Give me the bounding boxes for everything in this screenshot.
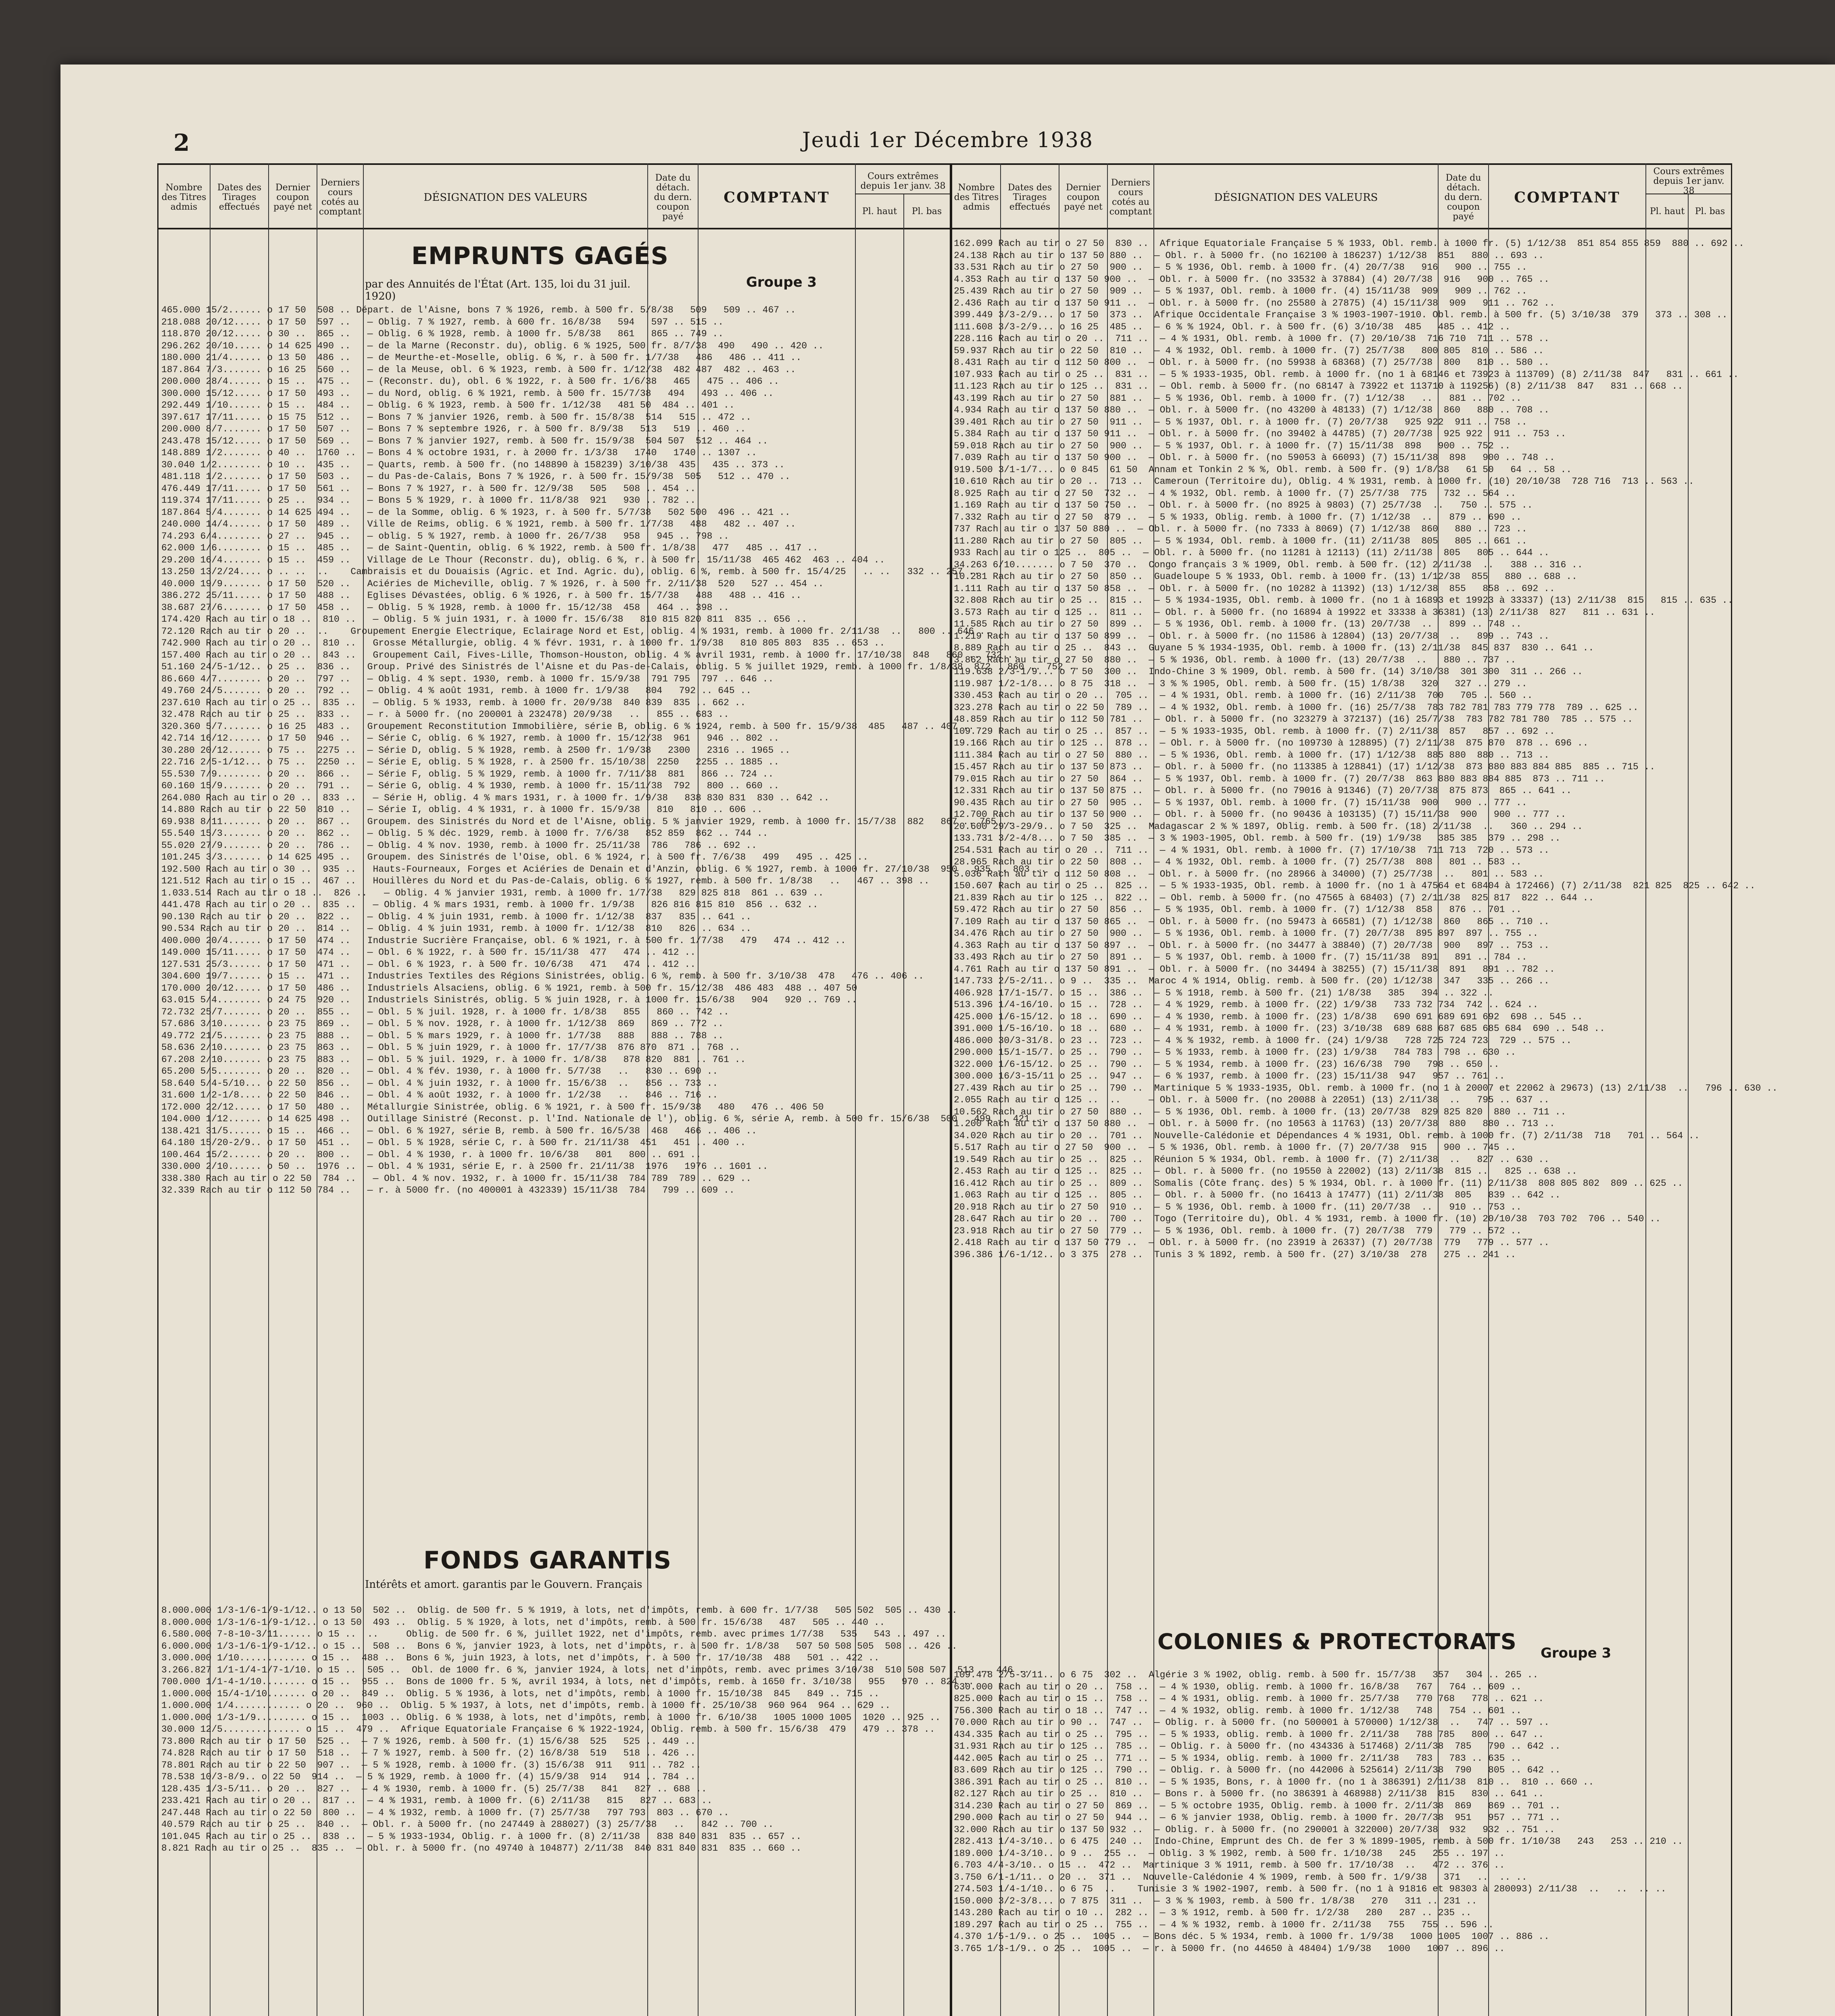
- listing-row: 300.000 16/3-15/11 o 25 .. 947 .. — 6 % 1937, remb. à 1000 fr. (23) 15/11/38 947 957 .. 761 ..: [954, 1071, 1505, 1081]
- listing-row: 127.531 25/3...... o 17 50 471 .. — Obl. 6 % 1923, r. à 500 fr. 10/6/38 471 474 .. 412 ..: [161, 959, 696, 970]
- listing-row: 33.493 Rach au tir o 27 50 891 .. — 5 % 1937, Obl. remb. à 1000 fr. (7) 15/11/38 891 891 .. 784 ..: [954, 952, 1527, 962]
- listing-row: 218.088 20/12..... o 17 50 597 .. — Oblig. 7 % 1927, remb. à 600 fr. 16/8/38 594 597 .. 515 ..: [161, 317, 724, 327]
- col-nombre-left: Nombre des Titres admis: [161, 183, 206, 212]
- listing-row: 486.000 30/3-31/8. o 23 .. 723 .. — 4 % % 1932, remb. à 1000 fr. (24) 1/9/38 728 725 724 723 729 .. 575 ..: [954, 1035, 1572, 1046]
- listing-row: 111.384 Rach au tir o 27 50 880 .. — 5 % 1936, Obl. remb. à 1000 fr. (17) 1/12/38 885 880 880 .. 713 ..: [954, 750, 1549, 760]
- col-bas-left: Pl. bas: [911, 206, 942, 217]
- listing-row: 314.230 Rach au tir o 27 50 869 .. — 5 % octobre 1935, Oblig. remb. à 1000 fr. 2/11/38 869 869 .. 701 ..: [954, 1800, 1561, 1811]
- col-extremes-left: Cours extrêmes depuis 1er janv. 38: [860, 171, 946, 191]
- listing-row: 1.169 Rach au tir o 137 50 750 .. — Obl. r. à 5000 fr. (no 8925 à 9803) (7) 25/7/38 .. 750 .. 575 ..: [954, 500, 1533, 510]
- listing-row: 3.765 1/3-1/9.. o 25 .. 1005 .. — r. à 5000 fr. (no 44650 à 48404) 1/9/38 1000 1007 .. 896 ..: [954, 1943, 1505, 1954]
- listing-row: 90.534 Rach au tir o 20 .. 814 .. — Oblig. 4 % juin 1931, remb. à 1000 fr. 1/12/38 810 826 .. 634 ..: [161, 923, 752, 934]
- listing-row: 4.363 Rach au tir o 137 50 897 .. — Obl. r. à 5000 fr. (no 34477 à 38840) (7) 20/7/38 900 897 .. 753 ..: [954, 940, 1549, 951]
- listing-row: 2.055 Rach au tir o 125 .. .. — Obl. r. à 5000 fr. (no 20088 à 22051) (13) 2/11/38 .. 795 .. 637 ..: [954, 1095, 1549, 1105]
- listing-row: 4.370 1/5-1/9.. o 25 .. 1005 .. — Bons déc. 5 % 1934, remb. à 1000 fr. 1/9/38 1000 1005 1007 .. 886 ..: [954, 1931, 1549, 1942]
- page-date: Jeudi 1er Décembre 1938: [802, 128, 1094, 152]
- col-detach-right: Date du détach. du dern. coupon payé: [1444, 173, 1483, 222]
- listing-row: 107.933 Rach au tir o 25 .. 831 .. — 5 % 1933-1935, Obl. remb. à 1000 fr. (no 1 à 68146 et 73923 à 113709) (8) 2/11/38 847 831 .. 661 ..: [954, 369, 1739, 380]
- listing-row: 128.435 1/3-5/11.. o 20 .. 827 .. — 4 % 1930, remb. à 1000 fr. (5) 25/7/38 841 827 .. 688 ..: [161, 1783, 707, 1794]
- listing-row: 2.436 Rach au tir o 137 50 911 .. — Obl. r. à 5000 fr. (no 25580 à 27875) (4) 15/11/38 909 911 .. 762 ..: [954, 298, 1555, 308]
- col-detach-left: Date du détach. du dern. coupon payé: [654, 173, 692, 222]
- listing-row: 7.039 Rach au tir o 137 50 900 .. — Obl. r. à 5000 fr. (no 59053 à 66093) (7) 15/11/38 898 900 .. 748 ..: [954, 452, 1555, 463]
- listing-row: 78.801 Rach au tir o 22 50 907 .. — 5 % 1928, remb. à 1000 fr. (3) 15/6/38 911 911 .. 782 ..: [161, 1760, 701, 1770]
- listing-row: 34.476 Rach au tir o 27 50 900 .. — 5 % 1936, Obl. remb. à 1000 fr. (7) 20/7/38 895 897 897 .. 755 ..: [954, 928, 1539, 939]
- listing-row: 391.000 1/5-16/10. o 18 .. 680 .. — 4 % 1931, remb. à 1000 fr. (23) 3/10/38 689 688 687 685 685 684 690 .. 548 ..: [954, 1023, 1605, 1034]
- listing-row: 27.439 Rach au tir o 25 .. 790 .. Martinique 5 % 1933-1935, Obl. remb. à 1000 fr. (no 1 à 20007 et 22062 à 29673) (13) 2/11/38 .. 796 .. 630 ..: [954, 1083, 1778, 1093]
- listing-row: 64.180 15/20-2/9.. o 17 50 451 .. — Obl. 5 % 1928, série C, r. à 500 fr. 21/11/38 451 451 .. 400 ..: [161, 1137, 746, 1148]
- listing-row: 150.607 Rach au tir o 25 .. 825 .. — 5 % 1933-1935, Obl. remb. à 1000 fr. (no 1 à 47564 et 68404 à 172466) (7) 2/11/38 821 825 825 .. 642 ..: [954, 881, 1756, 891]
- listing-row: 20.918 Rach au tir o 27 50 910 .. — 5 % 1936, Obl. remb. à 1000 fr. (11) 20/7/38 .. 910 .. 753 ..: [954, 1202, 1522, 1212]
- listing-row: 148.889 1/2....... o 40 .. 1760 .. — Bons 4 % octobre 1931, r. à 2000 fr. 1/3/38 1740 1740 .. 1307 ..: [161, 448, 757, 458]
- listing-row: 237.610 Rach au tir o 25 .. 835 .. — Oblig. 5 % 1933, remb. à 1000 fr. 20/9/38 840 839 835 .. 662 ..: [161, 697, 746, 708]
- listing-row: 933 Rach au tir o 125 .. 805 .. — Obl. r. à 5000 fr. (no 11281 à 12113) (11) 2/11/38 805 805 .. 644 ..: [954, 548, 1549, 558]
- listing-row: 737 Rach au tir o 137 50 880 .. — Obl. r. à 5000 fr. (no 7333 à 8069) (7) 1/12/38 860 880 .. 723 ..: [954, 524, 1527, 534]
- listing-row: 338.380 Rach au tir o 22 50 784 .. — Obl. 4 % nov. 1932, r. à 1000 fr. 15/11/38 784 789 789 .. 629 ..: [161, 1173, 752, 1184]
- listing-row: 919.500 3/1-1/7... o 0 845 61 50 Annam et Tonkin 2 % %, Obl. remb. à 500 fr. (9) 1/8/38 61 50 64 .. 58 ..: [954, 464, 1572, 475]
- listing-row: 104.000 1/12...... o 14 625 498 .. Outillage Sinistré (Reconst. p. l'Ind. Nationale de l'), oblig. 6 %, série A, remb. à 500 fr. 15/6/38 500 499 .. 421 ..: [161, 1114, 1047, 1124]
- listing-row: 6.580.000 7-8-10-3/11...... o 15 .. .. Oblig. de 500 fr. 6 %, juillet 1922, net d'impôts, remb. avec primes 1/7/38 535 543 .. 497 ..: [161, 1629, 947, 1639]
- listing-row: 118.870 20/12..... o 30 .. 865 .. — Oblig. 6 % 1928, remb. à 1000 fr. 5/8/38 861 865 .. 749 ..: [161, 329, 724, 339]
- listing-row: 12.700 Rach au tir o 137 50 900 .. — Obl. r. à 5000 fr. (no 90436 à 103135) (7) 15/11/38 900 900 .. 777 ..: [954, 809, 1566, 820]
- listing-row: 43.199 Rach au tir o 27 50 881 .. — 5 % 1936, Obl. remb. à 1000 fr. (7) 1/12/38 .. 881 .. 702 ..: [954, 393, 1522, 404]
- listing-row: 189.297 Rach au tir o 25 .. 755 .. — 4 % % 1932, remb. à 1000 fr. 2/11/38 755 755 .. 596 ..: [954, 1919, 1494, 1930]
- listing-row: 406.928 17/1-15/7. o 15 .. 386 .. — 5 % 1918, remb. à 500 fr. (21) 1/8/38 385 394 .. 322 ..: [954, 987, 1494, 998]
- listing-row: 8.925 Rach au tir o 27 50 732 .. — 4 % 1932, Obl. remb. à 1000 fr. (7) 25/7/38 775 732 .. 564 ..: [954, 488, 1516, 499]
- listing-row: 109.478 2/5-3/11.. o 6 75 302 .. Algérie 3 % 1902, oblig. remb. à 500 fr. 15/7/38 357 304 .. 265 ..: [954, 1670, 1539, 1680]
- listing-row: 425.000 1/6-15/12. o 18 .. 690 .. — 4 % 1930, remb. à 1000 fr. (23) 1/8/38 690 691 689 691 692 698 .. 545 ..: [954, 1011, 1583, 1022]
- listing-row: 57.686 3/10....... o 23 75 869 .. — Obl. 5 % nov. 1928, r. à 1000 fr. 1/12/38 869 869 .. 772 ..: [161, 1018, 724, 1029]
- listing-row: 304.600 19/7...... o 15 .. 471 .. Industries Textiles des Régions Sinistrées, oblig. 6 %, remb. à 500 fr. 3/10/38 478 476 .. 406 ..: [161, 971, 924, 981]
- listing-row: 465.000 15/2...... o 17 50 508 .. Départ. de l'Aisne, bons 7 % 1926, remb. à 500 fr. 5/8/38 509 509 .. 467 ..: [161, 305, 796, 315]
- listing-row: 434.335 Rach au tir o 25 .. 795 .. — 5 % 1933, oblig. remb. à 1000 fr. 2/11/38 788 785 800 .. 647 ..: [954, 1729, 1544, 1740]
- listing-row: 170.000 20/12..... o 17 50 486 .. Industriels Alsaciens, oblig. 6 % 1921, remb. à 500 fr. 15/12/38 486 483 488 .. 407 50: [161, 983, 857, 993]
- listing-row: 254.531 Rach au tir o 20 .. 711 .. — 4 % 1931, Obl. remb. à 1000 fr. (7) 17/10/38 711 713 720 .. 573 ..: [954, 845, 1549, 856]
- listing-row: 441.478 Rach au tir o 20 .. 835 .. — Oblig. 4 % mars 1931, remb. à 1000 fr. 1/9/38 826 816 815 810 856 .. 632 ..: [161, 900, 818, 910]
- listing-row: 7.109 Rach au tir o 137 50 865 .. — Obl. r. à 5000 fr. (no 59473 à 66581) (7) 1/12/38 860 865 .. 710 ..: [954, 916, 1549, 927]
- listing-row: 11.123 Rach au tir o 125 .. 831 .. — Obl. remb. à 5000 fr. (no 68147 à 73922 et 113710 à 119256) (8) 2/11/38 847 831 .. 668 ..: [954, 381, 1683, 392]
- listing-row: 2.418 Rach au tir o 137 50 779 .. — Obl. r. à 5000 fr. (no 23919 à 26337) (7) 20/7/38 779 779 .. 577 ..: [954, 1237, 1549, 1248]
- listing-row: 40.579 Rach au tir o 25 .. 840 .. — Obl. r. à 5000 fr. (no 247449 à 288027) (3) 25/7/38 .. 842 .. 700 ..: [161, 1819, 774, 1830]
- listing-row: 300.000 15/12..... o 17 50 493 .. — du Nord, oblig. 6 % 1921, remb. à 500 fr. 15/7/38 494 493 .. 406 ..: [161, 388, 774, 399]
- listing-row: 630.000 Rach au tir o 20 .. 758 .. — 4 % 1930, oblig. remb. à 1000 fr. 16/8/38 767 764 .. 609 ..: [954, 1681, 1522, 1692]
- listing-row: 72.732 25/7....... o 20 .. 855 .. — Obl. 5 % juil. 1928, r. à 1000 fr. 1/8/38 855 860 .. 742 ..: [161, 1006, 729, 1017]
- col-comptant-left: COMPTANT: [724, 189, 830, 206]
- listing-row: 30.000 12/5.............. o 15 .. 479 .. Afrique Equatoriale Française 6 % 1922-1924, Oblig. remb. à 500 fr. 15/6/38 479 479 .. 378 ..: [161, 1724, 935, 1735]
- listing-row: 330.000 2/10...... o 50 .. 1976 .. — Obl. 4 % 1931, série E, r. à 2500 fr. 21/11/38 1976 1976 .. 1601 ..: [161, 1161, 768, 1172]
- listing-row: 15.457 Rach au tir o 137 50 873 .. — Obl. r. à 5000 fr. (no 113385 à 128841) (17) 1/12/38 873 880 883 884 885 885 .. 715 ..: [954, 762, 1656, 772]
- groupe-3-right: Groupe 3: [1541, 1645, 1612, 1661]
- listing-row: 1.063 Rach au tir o 125 .. 805 .. — Obl. r. à 5000 fr. (no 16413 à 17477) (11) 2/11/38 805 839 .. 642 ..: [954, 1190, 1561, 1200]
- listing-row: 31.600 1/2-1/8.... o 22 50 846 .. — Obl. 4 % août 1932, r. à 1000 fr. 1/2/38 .. 846 .. 716 ..: [161, 1090, 718, 1100]
- col-cours-right: Derniers cours cotés au comptant: [1109, 178, 1152, 217]
- col-nombre-right: Nombre des Titres admis: [954, 183, 999, 212]
- listing-row: 82.127 Rach au tir o 25 .. 810 .. — Bons r. à 5000 fr. (no 386391 à 468988) 2/11/38 815 830 .. 641 ..: [954, 1789, 1544, 1799]
- listing-row: 30.280 20/12...... o 75 .. 2275 .. — Série D, oblig. 5 % 1928, remb. à 2500 fr. 1/9/38 2300 2316 .. 1965 ..: [161, 745, 790, 756]
- listing-row: 3.000.000 1/10............ o 15 .. 488 .. Bons 6 %, juin 1923, à lots, net d'impôts, r. à 500 fr. 17/10/38 488 501 .. 422 ..: [161, 1653, 880, 1663]
- listing-row: 32.478 Rach au tir o 25 .. 833 .. — r. à 5000 fr. (no 200001 à 232478) 20/9/38 .. 855 .. 683 ..: [161, 709, 729, 720]
- listing-row: 200.000 28/4...... o 15 .. 475 .. — (Reconstr. du), obl. 6 % 1922, r. à 500 fr. 1/6/38 465 475 .. 406 ..: [161, 376, 780, 387]
- listing-row: 192.500 Rach au tir o 30 .. 935 .. Hauts-Fourneaux, Forges et Aciéries de Denain et d'Anzin, oblig. 6 % 1927, remb. à 1000 fr. 27/10/38 950 935 .. 803 ..: [161, 864, 1047, 875]
- listing-row: 825.000 Rach au tir o 15 .. 758 .. — 4 % 1931, oblig. remb. à 1000 fr. 25/7/38 770 768 778 .. 621 ..: [954, 1693, 1544, 1704]
- listing-row: 157.400 Rach au tir o 20 .. 843 .. Groupement Cail, Fives-Lille, Thomson-Houston, oblig. 4 % avril 1931, remb. à 1000 fr. 17/10/38 848 860 .. 732 ..: [161, 650, 1019, 660]
- top-rule: [157, 163, 1732, 165]
- listing-row: 62.000 1/6........ o 15 .. 485 .. — de Saint-Quentin, oblig. 6 % 1922, remb. à 500 fr. 1/8/38 477 485 .. 417 ..: [161, 543, 818, 553]
- listing-row: 6.703 4/4-3/10.. o 15 .. 472 .. Martinique 3 % 1911, remb. à 500 fr. 17/10/38 .. 472 .. 376 ..: [954, 1860, 1505, 1870]
- listing-row: 187.864 7/3....... o 16 25 560 .. — de la Meuse, obl. 6 % 1923, remb. à 500 fr. 1/12/38 482 487 482 .. 463 ..: [161, 364, 796, 375]
- listing-row: 34.263 6/10....... o 7 50 370 .. Congo français 3 % 1909, Obl. remb. à 500 fr. (12) 2/11/38 .. 388 .. 316 ..: [954, 559, 1583, 570]
- listing-row: 742.900 Rach au tir o 20 .. 810 .. Grosse Métallurgie, oblig. 4 % févr. 1931, r. à 1000 fr. 1/9/38 810 805 803 835 .. 653 ..: [161, 638, 885, 648]
- listing-row: 11.280 Rach au tir o 27 50 805 .. — 5 % 1934, Obl. remb. à 1000 fr. (11) 2/11/38 805 805 .. 661 ..: [954, 535, 1527, 546]
- listing-row: 49.772 21/5....... o 23 75 888 .. — Obl. 5 % mars 1929, r. à 1000 fr. 1/7/38 888 888 .. 788 ..: [161, 1030, 724, 1041]
- listing-row: 58.640 5/4-5/10... o 22 50 856 .. — Obl. 4 % juin 1932, r. à 1000 fr. 15/6/38 .. 856 .. 733 ..: [161, 1078, 718, 1089]
- listing-row: 101.245 3/3....... o 14 625 495 .. Groupem. des Sinistrés de l'Oise, obl. 6 % 1924, r. à 500 fr. 7/6/38 499 495 .. 425 ..: [161, 852, 868, 862]
- listing-row: 21.839 Rach au tir o 125 .. 822 .. — Obl. remb. à 5000 fr. (no 47565 à 68403) (7) 2/11/38 825 817 822 .. 644 ..: [954, 892, 1594, 903]
- listing-row: 1.000.000 1/4............ o 20 .. 960 .. Oblig. 5 % 1937, à lots, net d'impôts, remb. à 1000 fr. 25/10/38 960 964 964 .. 629 ..: [161, 1700, 891, 1711]
- listing-row: 78.538 10/3-8/9.. o 22 50 914 .. — 5 % 1929, remb. à 1000 fr. (4) 15/9/38 914 914 .. 784 ..: [161, 1772, 696, 1782]
- section-fonds-garantis: FONDS GARANTIS: [423, 1546, 672, 1574]
- listing-row: 79.015 Rach au tir o 27 50 864 .. — 5 % 1937, Obl. remb. à 1000 fr. (7) 20/7/38 863 880 883 884 885 873 .. 711 ..: [954, 773, 1605, 784]
- listing-row: 8.000.000 1/3-1/6-1/9-1/12.. o 13 50 502 .. Oblig. de 500 fr. 5 % 1919, à lots, net d'impôts, remb. à 600 fr. 1/7/38 505 502 505 .. 430 ..: [161, 1605, 957, 1616]
- listing-row: 13.250 13/2/24.... o .. .. .. Cambraisis et du Douaisis (Agric. et Ind. Agric. du), oblig. 6 %, remb. à 500 fr. 15/4/25 .. .. 332 .. 257 ..: [161, 566, 980, 577]
- listing-row: 119.638 2/3-1/9... o 7 50 300 .. Indo-Chine 3 % 1909, Obl. remb. à 500 fr. (14) 3/10/38 301 300 311 .. 266 ..: [954, 666, 1583, 677]
- listing-row: 264.080 Rach au tir o 20 .. 833 .. — Série H, oblig. 4 % mars 1931, r. à 1000 fr. 1/9/38 838 830 831 830 .. 642 ..: [161, 792, 830, 803]
- listing-row: 8.821 Rach au tir o 25 .. 835 .. — Obl. r. à 5000 fr. (no 49740 à 104877) 2/11/38 840 831 840 831 835 .. 660 ..: [161, 1843, 802, 1854]
- listing-row: 3.862 Rach au tir o 27 50 880 .. — 5 % 1936, Obl. remb. à 1000 fr. (13) 20/7/38 .. 880 .. 737 ..: [954, 654, 1516, 665]
- listing-row: 90.435 Rach au tir o 27 50 905 .. — 5 % 1937, Obl. remb. à 1000 fr. (7) 15/11/38 900 900 .. 777 ..: [954, 797, 1527, 808]
- listing-row: 11.585 Rach au tir o 27 50 899 .. — 5 % 1936, Obl. remb. à 1000 fr. (13) 20/7/38 .. 899 .. 748 ..: [954, 619, 1522, 629]
- listing-row: 8.431 Rach au tir o 112 50 800 .. — Obl. r. à 5000 fr. (no 59938 à 68368) (7) 25/7/38 800 810 .. 580 ..: [954, 357, 1549, 368]
- listing-row: 442.005 Rach au tir o 25 .. 771 .. — 5 % 1934, oblig. remb. à 1000 fr. 2/11/38 783 783 .. 635 ..: [954, 1753, 1522, 1764]
- listing-row: 12.331 Rach au tir o 137 50 875 .. — Obl. r. à 5000 fr. (no 79016 à 91346) (7) 20/7/38 875 873 865 .. 641 ..: [954, 785, 1572, 796]
- listing-row: 1.111 Rach au tir o 137 50 858 .. — Obl. r. à 5000 fr. (no 10282 à 11392) (13) 1/12/38 855 858 .. 692 ..: [954, 583, 1555, 594]
- listing-row: 6.000.000 1/3-1/6-1/9-1/12.. o 15 .. 508 .. Bons 6 %, janvier 1923, à lots, net d'impôts, r. à 500 fr. 1/8/38 507 50 508 505 508 .. 426 ..: [161, 1641, 957, 1652]
- listing-row: 55.540 15/3....... o 20 .. 862 .. — Oblig. 5 % déc. 1929, remb. à 1000 fr. 7/6/38 852 859 862 .. 744 ..: [161, 828, 768, 839]
- right-listing-colonies: [954, 1669, 1728, 2016]
- section-emprunts-gages: EMPRUNTS GAGÉS: [411, 242, 669, 270]
- listing-row: 86.660 4/7........ o 20 .. 797 .. — Oblig. 4 % sept. 1930, remb. à 1000 fr. 15/9/38 791 795 797 .. 646 ..: [161, 673, 774, 684]
- listing-row: 290.000 Rach au tir o 27 50 944 .. — 6 % janvier 1938, Oblig. remb. à 1000 fr. 20/7/38 951 957 .. 771 ..: [954, 1812, 1561, 1823]
- listing-row: 162.099 Rach au tir o 27 50 830 .. Afrique Equatoriale Française 5 % 1933, Obl. remb. à 1000 fr. (5) 1/12/38 851 854 855 859 880 .. 692 ..: [954, 238, 1744, 249]
- listing-row: 1.219 Rach au tir o 137 50 899 .. — Obl. r. à 5000 fr. (no 11586 à 12804) (13) 20/7/38 .. 899 .. 743 ..: [954, 631, 1549, 641]
- listing-row: 28.965 Rach au tir o 22 50 808 .. — 4 % 1932, Obl. remb. à 1000 fr. (7) 25/7/38 808 801 .. 583 ..: [954, 857, 1522, 867]
- listing-row: 69.938 8/11....... o 20 .. 867 .. Groupem. des Sinistrés du Nord et de l'Aisne, oblig. 5 % janvier 1929, remb. à 1000 fr. 15/7/38 882 867 .. 765 ..: [161, 816, 1013, 827]
- listing-row: 756.300 Rach au tir o 18 .. 747 .. — 4 % 1932, oblig. remb. à 1000 fr. 1/12/38 748 754 .. 601 ..: [954, 1705, 1522, 1716]
- right-listing: [954, 238, 1778, 1621]
- listing-row: 3.750 6/1-1/11.. o 20 .. 371 .. Nouvelle-Calédonie 4 % 1909, remb. à 500 fr. 1/9/38 371 .. .. ..: [954, 1872, 1527, 1883]
- listing-row: 5.517 Rach au tir o 27 50 900 .. — 5 % 1936, Obl. remb. à 1000 fr. (7) 20/7/38 915 900 .. 745 ..: [954, 1142, 1516, 1153]
- listing-row: 73.800 Rach au tir o 17 50 525 .. — 7 % 1926, remb. à 500 fr. (1) 15/6/38 525 525 .. 449 ..: [161, 1736, 696, 1747]
- listing-row: 23.918 Rach au tir o 27 50 779 .. — 5 % 1936, Obl. remb. à 1000 fr. (7) 20/7/38 779 779 .. 572 ..: [954, 1225, 1522, 1236]
- listing-row: 147.733 2/5-2/11.. o 9 .. 335 .. Maroc 4 % 1914, Oblig. remb. à 500 fr. (20) 1/12/38 347 335 .. 266 ..: [954, 976, 1549, 986]
- listing-row: 58.636 2/10....... o 23 75 863 .. — Obl. 5 % juin 1929, r. à 1000 fr. 17/7/38 876 870 871 .. 768 ..: [161, 1042, 740, 1053]
- col-bas-right: Pl. bas: [1695, 206, 1725, 217]
- listing-row: 65.200 5/5........ o 20 .. 820 .. — Obl. 4 % fév. 1930, r. à 1000 fr. 5/7/38 .. 830 .. 690 ..: [161, 1066, 718, 1077]
- listing-row: 282.413 1/4-3/10.. o 6 475 240 .. Indo-Chine, Emprunt des Ch. de fer 3 % 1899-1905, remb. à 500 fr. 1/10/38 243 253 .. 210 ..: [954, 1836, 1683, 1847]
- listing-row: 29.200 16/4....... o 15 .. 459 .. Village de Le Thour (Reconstr. du), oblig. 6 %, r. à 500 fr. 15/11/38 465 462 463 .. 404 ..: [161, 554, 885, 565]
- listing-row: 386.391 Rach au tir o 25 .. 810 .. — 5 % 1935, Bons, r. à 1000 fr. (no 1 à 386391) 2/11/38 810 .. 810 .. 660 ..: [954, 1776, 1594, 1787]
- listing-row: 481.118 1/2....... o 17 50 503 .. — du Pas-de-Calais, Bons 7 % 1926, r. à 500 fr. 15/9/38 505 512 .. 470 ..: [161, 471, 790, 482]
- listing-row: 30.040 1/2........ o 10 .. 435 .. — Quarts, remb. à 500 fr. (no 148890 à 158239) 3/10/38 435 435 .. 373 ..: [161, 459, 785, 470]
- col-designation-right: DÉSIGNATION DES VALEURS: [1214, 192, 1378, 204]
- listing-row: 60.160 15/9....... o 20 .. 791 .. — Série G, oblig. 4 % 1930, remb. à 1000 fr. 15/11/38 792 800 .. 660 ..: [161, 781, 780, 791]
- listing-row: 20.600 29/3-29/9.. o 7 50 325 .. Madagascar 2 % % 1897, Oblig. remb. à 500 fr. (18) 2/11/38 .. 360 .. 294 ..: [954, 821, 1583, 832]
- listing-row: 51.160 24/5-1/12.. o 25 .. 836 .. Group. Privé des Sinistrés de l'Aisne et du Pas-de-Calais, oblig. 5 % juillet 1929, remb. à 1000 fr. 1/8/38 872 860 .. 752 ..: [161, 662, 1080, 672]
- listing-row: 396.386 1/6-1/12.. o 3 375 278 .. Tunis 3 % 1892, remb. à 500 fr. (27) 3/10/38 278 275 .. 241 ..: [954, 1249, 1516, 1260]
- listing-row: 10.562 Rach au tir o 27 50 880 .. — 5 % 1936, Obl. remb. à 1000 fr. (13) 20/7/38 829 825 820 880 .. 711 ..: [954, 1106, 1566, 1117]
- listing-row: 25.439 Rach au tir o 27 50 909 .. — 5 % 1937, Obl. remb. à 1000 fr. (4) 15/11/38 909 909 .. 762 ..: [954, 286, 1527, 296]
- listing-row: 10.610 Rach au tir o 20 .. 713 .. Cameroun (Territoire du), Oblig. 4 % 1931, remb. à 1000 fr. (10) 20/10/38 728 716 713 .. 563 ..: [954, 476, 1694, 487]
- col-extremes-right: Cours extrêmes depuis 1er janv. 38: [1653, 167, 1724, 196]
- col-dates-right: Dates des Tirages effectués: [1007, 183, 1052, 212]
- header-rule: [157, 228, 1732, 229]
- listing-row: 72.120 Rach au tir o 20 .. .. Groupement Energie Electrique, Eclairage Nord et Est, oblig. 4 % 1931, remb. à 1000 fr. 2/11/38 .. 800 .. 646 ..: [161, 626, 991, 637]
- listing-row: 513.396 1/4-16/10. o 15 .. 728 .. — 4 % 1929, remb. à 1000 fr. (22) 1/9/38 733 732 734 742 .. 624 ..: [954, 1000, 1539, 1010]
- listing-row: 121.512 Rach au tir o 15 .. 467 .. Houillères du Nord et du Pas-de-Calais, oblig. 6 % 1927, remb. à 500 fr. 1/8/38 .. 467 .. 398 ..: [161, 876, 930, 886]
- listing-row: 397.617 17/11..... o 15 75 512 .. — Bons 7 % janvier 1926, remb. à 500 fr. 15/8/38 514 515 .. 472 ..: [161, 412, 752, 423]
- listing-row: 247.448 Rach au tir o 22 50 800 .. — 4 % 1932, remb. à 1000 fr. (7) 25/7/38 797 793 803 .. 670 ..: [161, 1807, 729, 1818]
- listing-row: 172.000 22/12..... o 17 50 480 .. Métallurgie Sinistrée, oblig. 6 % 1921, r. à 500 fr. 15/9/38 480 476 .. 406 50: [161, 1102, 824, 1112]
- listing-row: 48.859 Rach au tir o 112 50 781 .. — Obl. r. à 5000 fr. (no 323279 à 372137) (16) 25/7/38 783 782 781 780 785 .. 575 ..: [954, 714, 1633, 725]
- listing-row: 174.420 Rach au tir o 18 .. 810 .. — Oblig. 5 % juin 1931, r. à 1000 fr. 15/6/38 810 815 820 811 835 .. 656 ..: [161, 614, 807, 625]
- left-frame: [157, 163, 158, 2016]
- listing-row: 90.130 Rach au tir o 20 .. 822 .. — Oblig. 4 % juin 1931, remb. à 1000 fr. 1/12/38 837 835 .. 641 ..: [161, 911, 752, 922]
- listing-row: 228.116 Rach au tir o 20 .. 711 .. — 4 % 1931, Obl. remb. à 1000 fr. (7) 20/10/38 716 710 711 .. 578 ..: [954, 333, 1549, 344]
- listing-row: 150.000 3/2-3/8... o 7 875 311 .. — 3 % % 1903, remb. à 500 fr. 1/8/38 270 311 .. 231 ..: [954, 1895, 1477, 1906]
- listing-row: 19.549 Rach au tir o 25 .. 825 .. Réunion 5 % 1934, Obl. remb. à 1000 fr. (7) 2/11/38 .. 827 .. 630 ..: [954, 1154, 1549, 1165]
- listing-row: 1.033.514 Rach au tir o 18 .. 826 .. — Oblig. 4 % janvier 1931, remb. à 1000 fr. 1/7/38 829 825 818 861 .. 639 ..: [161, 887, 824, 898]
- listing-row: 32.808 Rach au tir o 25 .. 815 .. — 5 % 1934-1935, Obl. remb. à 1000 fr. (no 1 à 16893 et 19923 à 33337) (13) 2/11/38 815 815 .. 635 ..: [954, 595, 1733, 606]
- listing-row: 109.729 Rach au tir o 25 .. 857 .. — 5 % 1933-1935, Obl. remb. à 1000 fr. (7) 2/11/38 857 857 .. 692 ..: [954, 726, 1555, 737]
- listing-row: 1.200 Rach au tir o 137 50 880 .. — Obl. r. à 5000 fr. (no 10563 à 11763) (13) 20/7/38 880 880 .. 713 ..: [954, 1118, 1555, 1129]
- listing-row: 7.332 Rach au tir o 27 50 879 .. — 5 % 1933, Oblig. remb. à 1000 fr. (7) 1/12/38 .. 879 .. 690 ..: [954, 512, 1522, 523]
- listing-row: 330.453 Rach au tir o 20 .. 705 .. — 4 % 1931, Obl. remb. à 1000 fr. (16) 2/11/38 700 705 .. 560 ..: [954, 690, 1533, 701]
- listing-row: 16.412 Rach au tir o 25 .. 809 .. Somalis (Côte franç. des) 5 % 1934, Obl. r. à 1000 fr. (11) 2/11/38 808 805 802 809 .. 625 ..: [954, 1178, 1683, 1189]
- listing-row: 55.020 27/9....... o 20 .. 786 .. — Oblig. 4 % nov. 1930, remb. à 1000 fr. 25/11/38 786 786 .. 692 ..: [161, 840, 757, 851]
- col-dernier-right: Dernier coupon payé net: [1064, 183, 1103, 212]
- section-colonies: COLONIES & PROTECTORATS: [1157, 1629, 1517, 1654]
- listing-row: 22.716 2/5-1/12... o 75 .. 2250 .. — Série E, oblig. 5 % 1928, r. à 2500 fr. 15/10/38 2250 2255 .. 1885 ..: [161, 757, 780, 767]
- page-number: 2: [173, 129, 190, 156]
- listing-row: 700.000 1/1-4-1/10........ o 15 .. 955 .. Bons de 1000 fr. 5 %, avril 1934, à lots, net d'impôts, remb. à 1650 fr. 3/10/38 955 970 .. 824 ..: [161, 1677, 974, 1687]
- listing-row: 119.987 1/2-1/8... o 8 75 318 .. — 3 % % 1905, Obl. remb. à 500 fr. (15) 1/8/38 320 327 .. 279 ..: [954, 678, 1527, 689]
- listing-row: 386.272 25/11..... o 17 50 488 .. Eglises Dévastées, oblig. 6 % 1926, r. à 500 fr. 15/7/38 488 488 .. 416 ..: [161, 590, 802, 601]
- listing-row: 40.000 19/9....... o 17 50 520 .. Aciéries de Micheville, oblig. 7 % 1926, r. à 500 fr. 2/11/38 520 527 .. 454 ..: [161, 578, 824, 589]
- listing-row: 292.449 1/10...... o 15 .. 484 .. — Oblig. 6 % 1923, remb. à 500 fr. 1/12/38 481 50 484 .. 401 ..: [161, 400, 735, 410]
- listing-row: 34.020 Rach au tir o 20 .. 701 .. Nouvelle-Calédonie et Dépendances 4 % 1931, Obl. remb. à 1000 fr. (7) 2/11/38 718 701 .. 564 ..: [954, 1130, 1700, 1141]
- listing-row: 240.000 14/4...... o 17 50 489 .. Ville de Reims, oblig. 6 % 1921, remb. à 500 fr. 1/7/38 488 482 .. 407 ..: [161, 519, 796, 529]
- listing-row: 59.472 Rach au tir o 27 50 856 .. — 5 % 1935, Obl. remb. à 1000 fr. (7) 1/12/38 858 876 .. 701 ..: [954, 904, 1522, 915]
- listing-row: 119.374 17/11..... o 25 .. 934 .. — Bons 5 % 1929, r. à 1000 fr. 11/8/38 921 930 .. 782 ..: [161, 495, 696, 506]
- listing-row: 55.530 7/9........ o 20 .. 866 .. — Série F, oblig. 5 % 1929, remb. à 1000 fr. 7/11/38 881 866 .. 724 ..: [161, 768, 774, 779]
- section-fonds-subtitle: Intérêts et amort. garantis par le Gouvern. Français: [365, 1579, 642, 1591]
- listing-row: 2.453 Rach au tir o 125 .. 825 .. — Obl. r. à 5000 fr. (no 19550 à 22002) (13) 2/11/38 815 .. 825 .. 638 ..: [954, 1166, 1577, 1177]
- listing-row: 33.531 Rach au tir o 27 50 900 .. — 5 % 1936, Obl. remb. à 1000 fr. (4) 20/7/38 916 900 .. 755 ..: [954, 262, 1527, 273]
- listing-row: 28.647 Rach au tir o 20 .. 700 .. Togo (Territoire du), Obl. 4 % 1931, remb. à 1000 fr. (10) 20/10/38 703 702 706 .. 540 ..: [954, 1214, 1661, 1224]
- listing-row: 42.714 16/12...... o 17 50 946 .. — Série C, oblig. 6 % 1927, remb. à 1000 fr. 15/12/38 961 946 .. 802 ..: [161, 733, 780, 744]
- listing-row: 14.880 Rach au tir o 22 50 810 .. — Série I, oblig. 4 % 1931, r. à 1000 fr. 15/9/38 810 810 .. 606 ..: [161, 804, 763, 815]
- listing-row: 322.000 1/6-15/12. o 25 .. 790 .. — 5 % 1934, remb. à 1000 fr. (23) 16/6/38 790 798 .. 650 ..: [954, 1059, 1499, 1070]
- listing-row: 200.000 8/7....... o 17 50 507 .. — Bons 7 % septembre 1926, r. à 500 fr. 8/9/38 513 519 .. 460 ..: [161, 424, 746, 434]
- section-emprunts-subtitle: par des Annuités de l'État (Art. 135, loi du 31 juil. 1920): [365, 278, 631, 302]
- left-listing-fonds: [161, 1605, 1030, 2016]
- listing-row: 74.828 Rach au tir o 17 50 518 .. — 7 % 1927, remb. à 500 fr. (2) 16/8/38 519 518 .. 426 ..: [161, 1748, 696, 1758]
- listing-row: 399.449 3/3-2/9... o 17 50 373 .. Afrique Occidentale Française 3 % 1903-1907-1910. Obl. remb. à 500 fr. (5) 3/10/38 379 373 .. 308 ..: [954, 310, 1728, 320]
- listing-row: 63.015 5/4........ o 24 75 920 .. Industriels Sinistrés, oblig. 5 % juin 1928, r. à 1000 fr. 15/6/38 904 920 .. 769 ..: [161, 995, 857, 1005]
- listing-row: 39.401 Rach au tir o 27 50 911 .. — 5 % 1937, Obl. r. à 1000 fr. (7) 20/7/38 925 922 911 .. 758 ..: [954, 417, 1527, 427]
- listing-row: 143.280 Rach au tir o 10 .. 282 .. — 3 % 1912, remb. à 500 fr. 1/2/38 280 287 .. 235 ..: [954, 1908, 1472, 1918]
- listing-row: 10.281 Rach au tir o 27 50 850 .. Guadeloupe 5 % 1933, Obl. remb. à 1000 fr. (13) 1/12/38 855 880 .. 688 ..: [954, 571, 1577, 582]
- col-dernier-left: Dernier coupon payé net: [273, 183, 312, 212]
- listing-row: 100.464 15/2...... o 20 .. 800 .. — Obl. 4 % 1930, r. à 1000 fr. 10/6/38 801 800 .. 691 ..: [161, 1149, 701, 1160]
- listing-row: 149.000 15/11..... o 17 50 474 .. — Obl. 6 % 1922, r. à 500 fr. 15/11/38 477 474 .. 412 ..: [161, 947, 696, 958]
- listing-row: 59.018 Rach au tir o 27 50 900 .. — 5 % 1937, Obl. r. à 1000 fr. (7) 15/11/38 898 900 .. 752 ..: [954, 440, 1511, 451]
- listing-row: 290.000 15/1-15/7. o 25 .. 790 .. — 5 % 1933, remb. à 1000 fr. (23) 1/9/38 784 783 798 .. 630 ..: [954, 1047, 1516, 1058]
- center-divider: [950, 163, 952, 2016]
- left-listing-emprunts: [161, 304, 1080, 1534]
- listing-row: 8.000.000 1/3-1/6-1/9-1/12.. o 13 50 493 .. Oblig. 5 % 1920, à lots, net d'impôts, remb. à 500 fr. 15/6/38 487 505 .. 440 ..: [161, 1617, 885, 1628]
- col-comptant-right: COMPTANT: [1514, 189, 1620, 206]
- listing-row: 32.339 Rach au tir o 112 50 784 .. — r. à 5000 fr. (no 400001 à 432339) 15/11/38 784 799 .. 609 ..: [161, 1185, 735, 1195]
- listing-row: 5.036 Rach au tir o 112 50 808 .. — Obl. r. à 5000 fr. (no 28966 à 34000) (7) 25/7/38 .. 801 .. 583 ..: [954, 868, 1544, 879]
- listing-row: 70.000 Rach au tir o 90 .. 747 .. — Oblig. r. à 5000 fr. (no 500001 à 570000) 1/12/38 .. 747 .. 597 ..: [954, 1717, 1549, 1728]
- listing-row: 101.045 Rach au tir o 25 .. 838 .. — 5 % 1933-1934, Oblig. r. à 1000 fr. (8) 2/11/38 838 840 831 835 .. 657 ..: [161, 1831, 802, 1842]
- listing-row: 67.208 2/10....... o 23 75 883 .. — Obl. 5 % juil. 1929, r. à 1000 fr. 1/8/38 878 820 881 .. 761 ..: [161, 1054, 746, 1065]
- listing-row: 31.931 Rach au tir o 125 .. 785 .. — Oblig. r. à 5000 fr. (no 434336 à 517468) 2/11/38 785 790 .. 642 ..: [954, 1741, 1561, 1752]
- groupe-3-left: Groupe 3: [746, 274, 817, 290]
- listing-row: 83.609 Rach au tir o 125 .. 790 .. — Oblig. r. à 5000 fr. (no 442006 à 525614) 2/11/38 790 805 .. 642 ..: [954, 1765, 1561, 1775]
- col-haut-left: Pl. haut: [862, 206, 897, 217]
- listing-row: 4.353 Rach au tir o 137 50 900 .. — Obl. r. à 5000 fr. (no 33532 à 37884) (4) 20/7/38 916 900 .. 765 ..: [954, 274, 1549, 285]
- listing-row: 133.731 3/2-4/8... o 7 50 385 .. — 3 % 1903-1905, Obl. remb. à 500 fr. (19) 1/9/38 385 385 379 .. 298 ..: [954, 833, 1561, 843]
- listing-row: 49.760 24/5....... o 20 .. 792 .. — Oblig. 4 % août 1931, remb. à 1000 fr. 1/9/38 804 792 .. 645 ..: [161, 685, 752, 696]
- listing-row: 5.384 Rach au tir o 137 50 911 .. — Obl. r. à 5000 fr. (no 39402 à 44785) (7) 20/7/38 925 922 911 .. 753 ..: [954, 429, 1566, 439]
- listing-row: 274.503 1/4-1/10.. o 6 75 .. Tunisie 3 % 1902-1907, remb. à 500 fr. (no 1 à 91816 et 98303 à 280093) 2/11/38 .. .. .. ..: [954, 1884, 1666, 1894]
- listing-row: 187.864 5/4....... o 14 625 494 .. — de la Somme, oblig. 6 % 1923, r. à 500 fr. 5/7/38 502 500 496 .. 421 ..: [161, 507, 790, 518]
- listing-row: 24.138 Rach au tir o 137 50 880 .. — Obl. r. à 5000 fr. (no 162100 à 186237) 1/12/38 851 880 .. 693 ..: [954, 250, 1544, 261]
- listing-row: 323.278 Rach au tir o 22 50 789 .. — 4 % 1932, Obl. remb. à 1000 fr. (16) 25/7/38 783 782 781 783 779 778 789 .. 625 ..: [954, 702, 1639, 713]
- listing-row: 233.421 Rach au tir o 20 .. 817 .. — 4 % 1931, remb. à 1000 fr. (6) 2/11/38 815 827 .. 683 ..: [161, 1795, 713, 1806]
- listing-row: 59.937 Rach au tir o 22 50 810 .. — 4 % 1932, Obl. remb. à 1000 fr. (7) 25/7/38 800 805 810 .. 586 ..: [954, 345, 1544, 356]
- listing-row: 189.000 1/4-3/10.. o 9 .. 255 .. — Oblig. 3 % 1902, remb. à 500 fr. 1/10/38 245 255 .. 197 ..: [954, 1848, 1505, 1859]
- listing-row: 74.293 6/4........ o 27 .. 945 .. — oblig. 5 % 1927, remb. à 1000 fr. 26/7/38 958 945 .. 798 ..: [161, 531, 729, 541]
- col-designation-left: DÉSIGNATION DES VALEURS: [423, 192, 588, 204]
- col-haut-right: Pl. haut: [1649, 206, 1685, 217]
- listing-row: 320.360 5/7....... o 16 25 483 .. Groupement Reconstitution Immobilière, série B, oblig. 6 % 1924, remb. à 500 fr. 15/9/38 485 487 .. 407 ..: [161, 721, 974, 732]
- listing-row: 180.000 21/4...... o 13 50 486 .. — de Meurthe-et-Moselle, oblig. 6 %, r. à 500 fr. 1/7/38 486 486 .. 411 ..: [161, 352, 802, 363]
- listing-row: 1.000.000 1/3-1/9......... o 15 .. 1003 .. Oblig. 6 % 1938, à lots, net d'impôts, remb. à 1000 fr. 6/10/38 1005 1000 1005 1020 .. 925 ..: [161, 1712, 941, 1723]
- listing-row: 243.478 15/12..... o 17 50 569 .. — Bons 7 % janvier 1927, remb. à 500 fr. 15/9/38 504 507 512 .. 464 ..: [161, 435, 768, 446]
- listing-row: 1.000.000 15/4-1/10....... o 20 .. 849 .. Oblig. 5 % 1936, à lots, net d'impôts, remb. à 1000 fr. 15/10/38 845 849 .. 715 ..: [161, 1688, 880, 1699]
- listing-row: 32.000 Rach au tir o 137 50 932 .. — Oblig. r. à 5000 fr. (no 290001 à 322000) 20/7/38 932 932 .. 751 ..: [954, 1824, 1555, 1835]
- listing-row: 4.761 Rach au tir o 137 50 891 .. — Obl. r. à 5000 fr. (no 34494 à 38255) (7) 15/11/38 891 891 .. 782 ..: [954, 964, 1555, 975]
- col-dates-left: Dates des Tirages effectués: [217, 183, 262, 212]
- listing-row: 476.449 17/11..... o 17 50 561 .. — Bons 7 % 1927, r. à 500 fr. 12/9/38 505 508 .. 454 ..: [161, 483, 696, 494]
- listing-row: 38.687 27/6....... o 17 50 458 .. — Oblig. 5 % 1928, remb. à 1000 fr. 15/12/38 458 464 .. 398 ..: [161, 602, 729, 613]
- listing-row: 138.421 31/5...... o 15 .. 466 .. — Obl. 6 % 1927, série B, remb. à 500 fr. 16/5/38 468 466 .. 406 ..: [161, 1125, 757, 1136]
- col-cours-left: Derniers cours cotés au comptant: [319, 178, 362, 217]
- listing-row: 4.934 Rach au tir o 137 50 880 .. — Obl. r. à 5000 fr. (no 43200 à 48133) (7) 1/12/38 860 880 .. 708 ..: [954, 405, 1549, 415]
- listing-row: 400.000 20/4...... o 17 50 474 .. Industrie Sucrière Française, obl. 6 % 1921, r. à 500 fr. 1/7/38 479 474 .. 412 ..: [161, 935, 846, 946]
- listing-row: 3.266.827 1/1-1/4-1/7-1/10. o 15 .. 505 .. Obl. de 1000 fr. 6 %, janvier 1924, à lots, net d'impôts, remb. avec primes 3/10/38 510 508 507 513 .. 446 ..: [161, 1664, 1030, 1675]
- listing-row: 296.262 20/10..... o 14 625 490 .. — de la Marne (Reconstr. du), oblig. 6 % 1925, 500 fr. 8/7/38 490 490 .. 420 ..: [161, 340, 824, 351]
- listing-row: 111.608 3/3-2/9... o 16 25 485 .. — 6 % % 1924, Obl. r. à 500 fr. (6) 3/10/38 485 485 .. 412 ..: [954, 321, 1511, 332]
- listing-row: 19.166 Rach au tir o 125 .. 878 .. — Obl. r. à 5000 fr. (no 109730 à 128895) (7) 2/11/38 875 870 878 .. 696 ..: [954, 738, 1589, 748]
- listing-row: 3.573 Rach au tir o 125 .. 811 .. — Obl. r. à 5000 fr. (no 16894 à 19922 et 33338 à 36381) (13) 2/11/38 827 811 .. 631 ..: [954, 607, 1656, 618]
- listing-row: 8.889 Rach au tir o 25 .. 843 .. Guyane 5 % 1934-1935, Obl. remb. à 1000 fr. (13) 2/11/38 845 837 830 .. 641 ..: [954, 643, 1594, 653]
